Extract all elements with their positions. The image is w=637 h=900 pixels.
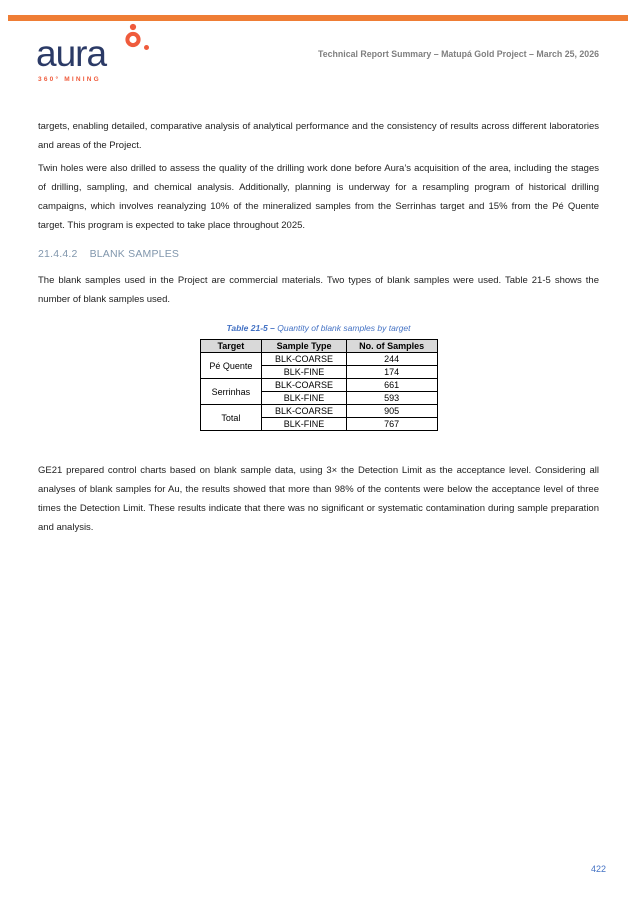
paragraph-control-charts: GE21 prepared control charts based on blank sample data, using 3× the Detection Limit as the acceptance level. Considering all analyses of blank samples for Au, the results showed that more than 98% of the contents were below the acceptance level of three times the Detection Limit. These results indicate that there was no significant or systematic contamination during sample preparation and analysis. [38,465,599,533]
aura-logo-wordmark: aura [36,33,107,74]
sample-type-cell: BLK-COARSE [262,405,347,418]
sample-count-cell: 661 [346,379,437,392]
table-header-row [200,340,437,353]
aura-logo [34,20,164,86]
target-cell-serrinhas: Serrinhas [200,379,262,405]
column-header-sample-type: Sample Type [262,340,347,353]
sample-count-cell: 767 [346,418,437,431]
paragraph-targets: targets, enabling detailed, comparative analysis of analytical performance and the consistency of results across different laboratories and areas of the Project. [38,121,599,151]
page-number: 422 [590,864,606,874]
sample-count-cell: 174 [346,366,437,379]
document-body [38,114,599,537]
sample-type-cell: BLK-COARSE [262,379,347,392]
column-header-target: Target [200,340,262,353]
sample-type-cell: BLK-FINE [262,392,347,405]
paragraph-twin-holes: Twin holes were also drilled to assess the quality of the drilling work done before Aura’s acquisition of the area, including the stages of drilling, sampling, and chemical analysis. Additionally, planning is underway for a resampling program of historical drilling campaigns, which involves reanalyzing 10% of the mineralized samples from the Serrinhas target and 15% from the Pé Quente target. This program is expected to take place throughout 2025. [38,163,599,231]
section-number: 21.4.4.2 [38,248,78,260]
page-header [38,20,599,86]
aura-orbit-icon [122,22,160,65]
running-header-title: Technical Report Summary – Matupá Gold Project – March 25, 2026 [318,49,599,59]
sample-count-cell: 905 [346,405,437,418]
table-caption-text: Quantity of blank samples by target [277,323,411,333]
table-row [200,379,437,392]
table-caption [38,323,599,333]
target-cell-total: Total [200,405,262,431]
sample-count-cell: 244 [346,353,437,366]
sample-type-cell: BLK-FINE [262,366,347,379]
sample-count-cell: 593 [346,392,437,405]
section-title: BLANK SAMPLES [89,248,180,260]
blank-samples-table [200,339,438,431]
column-header-no-of-samples: No. of Samples [346,340,437,353]
section-heading-blank-samples [38,248,599,260]
table-row [200,405,437,418]
table-row [200,353,437,366]
sample-type-cell: BLK-COARSE [262,353,347,366]
sample-type-cell: BLK-FINE [262,418,347,431]
aura-logo-tagline: 360° MINING [38,76,101,83]
paragraph-blank-samples-intro: The blank samples used in the Project are commercial materials. Two types of blank samples were used. Table 21-5 shows the number of blank samples used. [38,275,599,305]
target-cell-pe-quente: Pé Quente [200,353,262,379]
table-caption-label: Table 21-5 – [226,323,278,333]
